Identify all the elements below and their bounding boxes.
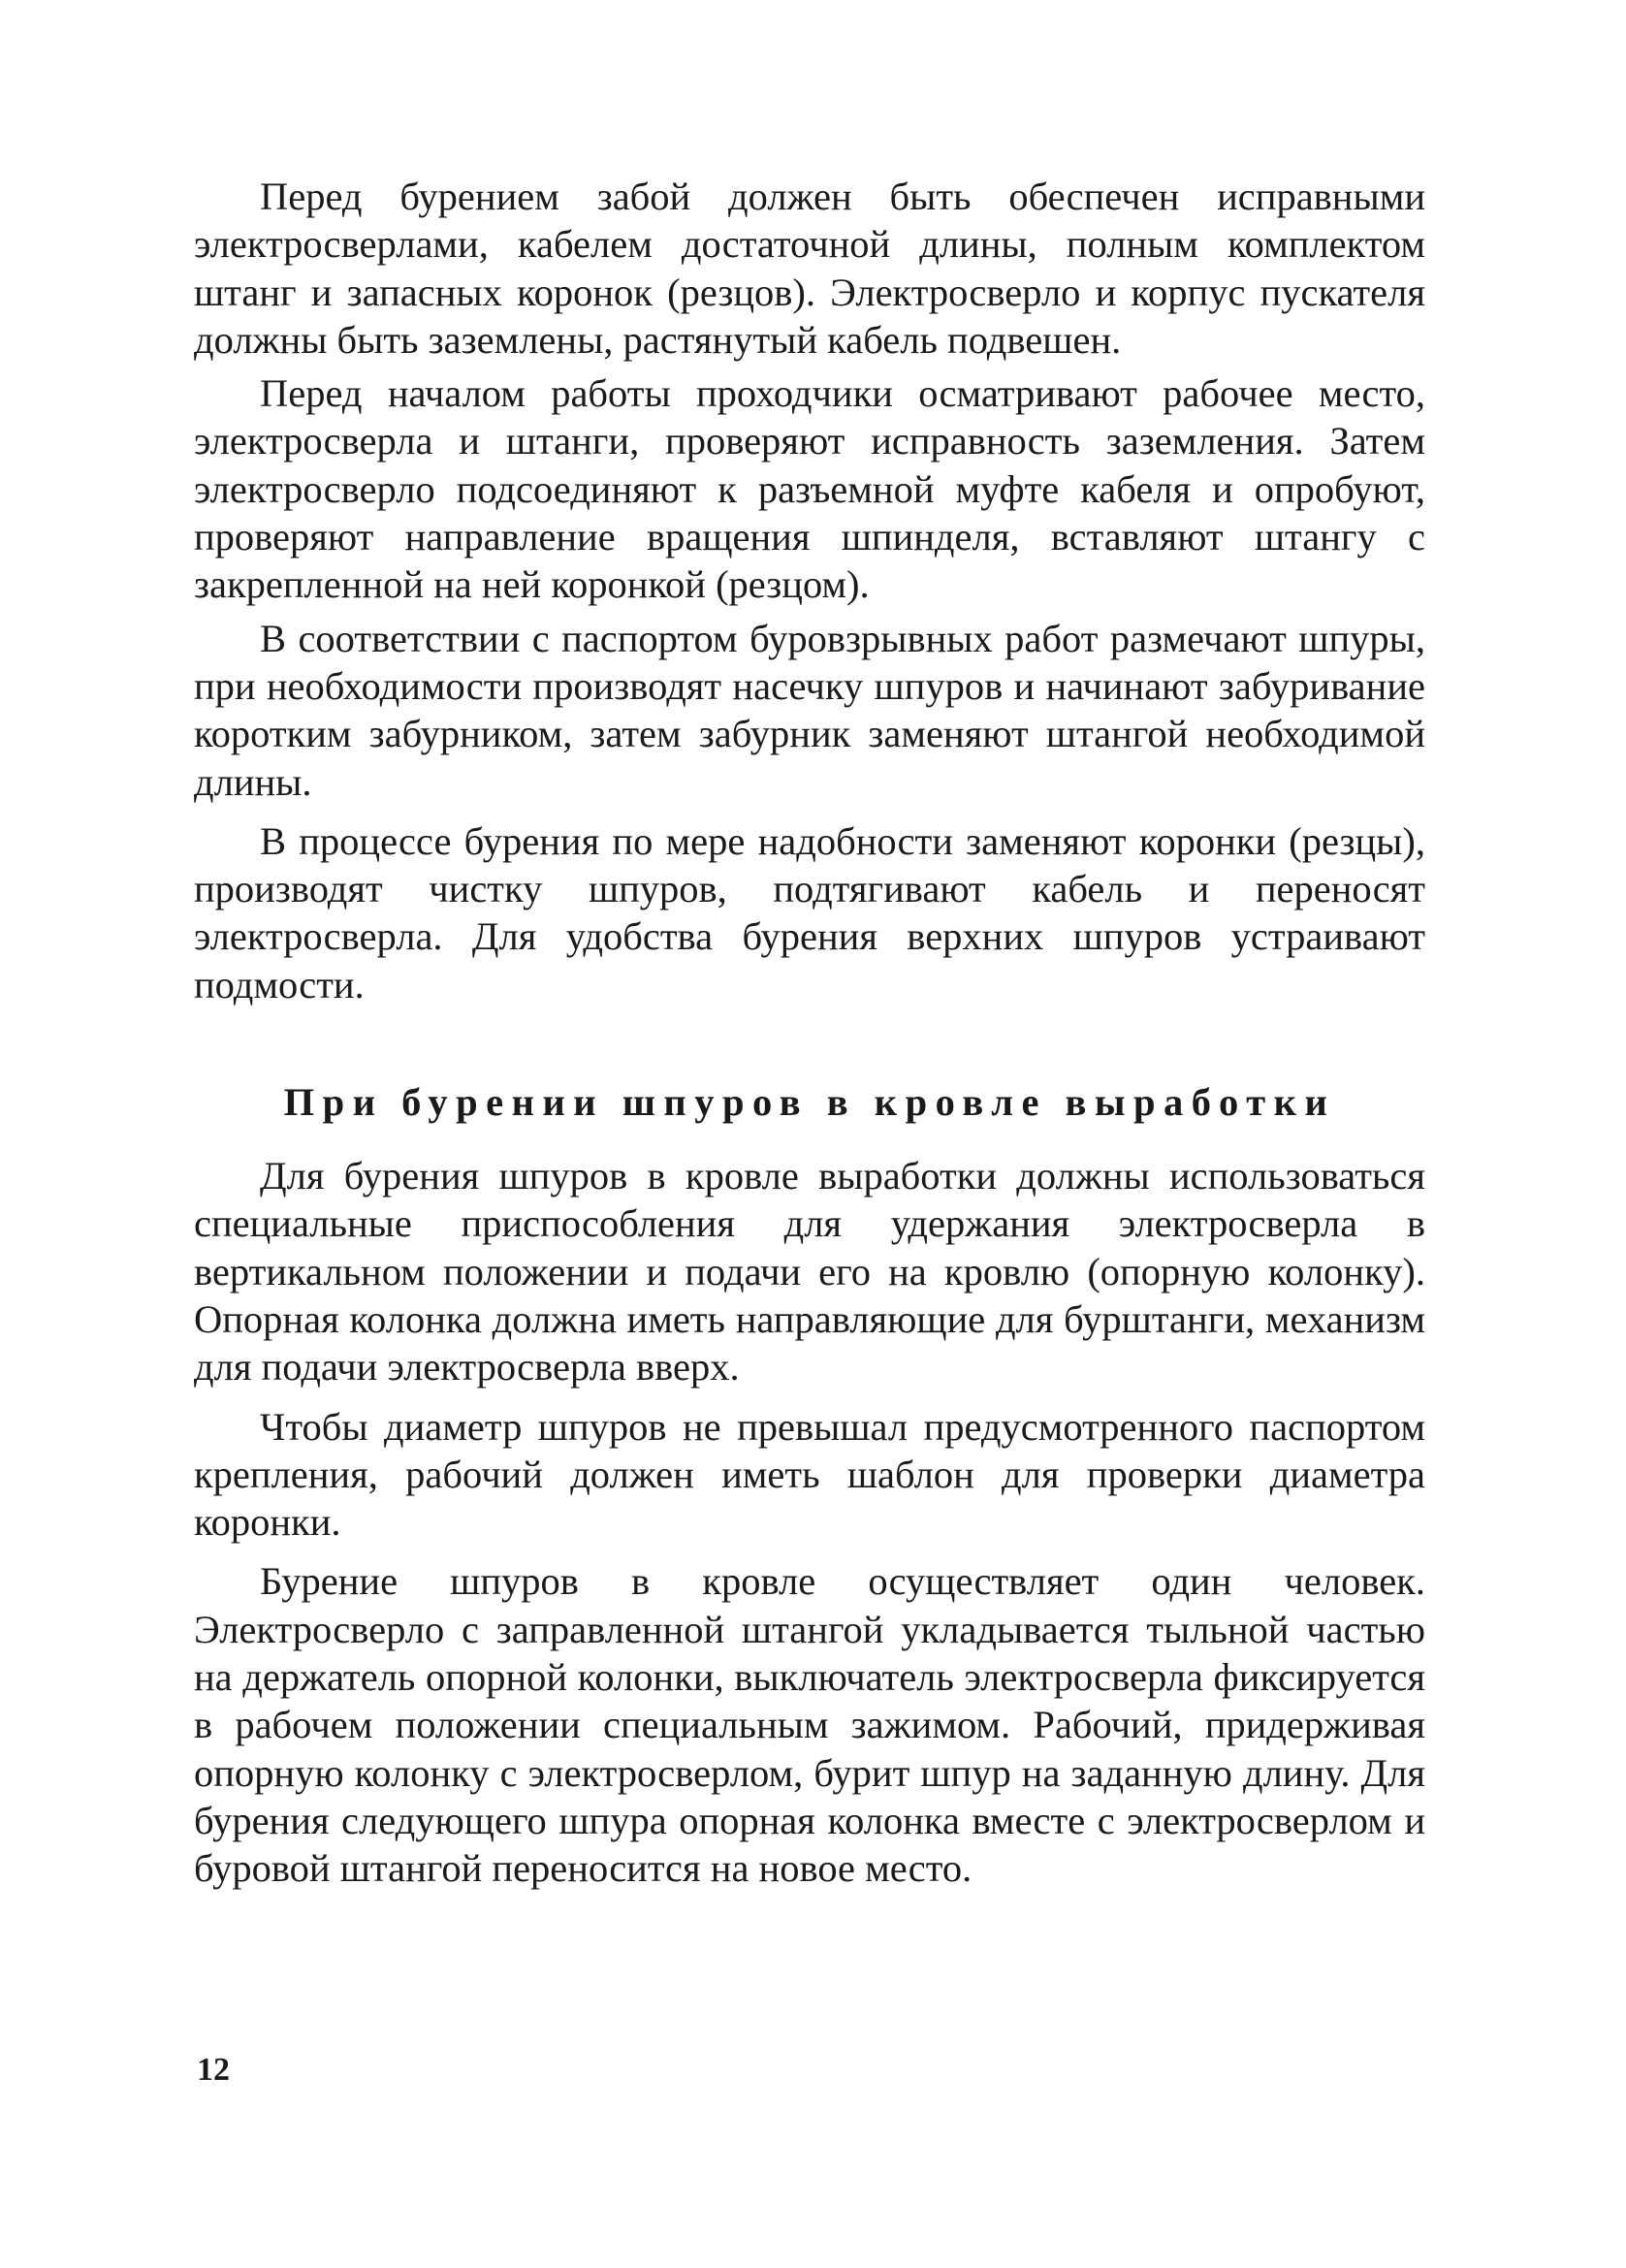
paragraph-pre-work-inspection: Перед началом работы проходчики осматривают рабочее место, электросверла и штанги, проверяют исправность заземления. Затем электросверло подсоединяют к разъемной муфте кабеля и опробуют, проверяют направление вращения шпинделя, вставляют штангу с закрепленной на ней коронкой (резцом). bbox=[194, 371, 1425, 607]
page-body bbox=[194, 173, 1425, 1904]
section-heading: При бурении шпуров в кровле выработки bbox=[283, 1080, 1336, 1125]
paragraph-roof-drilling-equipment: Для бурения шпуров в кровле выработки должны использоваться специальные приспособления для удержания электросверла в вертикальном положении и подачи его на кровлю (опорную колонку). Опорная колонка должна иметь направляющие для бурштанги, механизм для подачи электросверла вверх. bbox=[194, 1154, 1425, 1390]
paragraph-hole-marking: В соответствии с паспортом буровзрывных работ размечают шпуры, при необходимости производят насечку шпуров и начинают забуривание коротким забурником, затем забурник заменяют штангой необходимой длины. bbox=[194, 616, 1425, 804]
paragraph-drilling-preparation: Перед бурением забой должен быть обеспечен исправными электросверлами, кабелем достаточной длины, полным комплектом штанг и запасных коронок (резцов). Электросверло и корпус пускателя должны быть заземлены, растянутый кабель подвешен. bbox=[194, 175, 1425, 362]
paragraph-roof-drilling-procedure: Бурение шпуров в кровле осуществляет один человек. Электросверло с заправленной штангой укладывается тыльной частью на держатель опорной колонки, выключатель электросверла фиксируется в рабочем положении специальным зажимом. Рабочий, придерживая опорную колонку с электросверлом, бурит шпур на заданную длину. Для бурения следующего шпура опорная колонка вместе с электросверлом и буровой штангой переносится на новое место. bbox=[194, 1559, 1425, 1891]
paragraph-diameter-template: Чтобы диаметр шпуров не превышал предусмотренного паспортом крепления, рабочий должен иметь шаблон для проверки диаметра коронки. bbox=[194, 1404, 1425, 1545]
page-number: 12 bbox=[197, 2052, 230, 2088]
paragraph-drilling-process: В процессе бурения по мере надобности заменяют коронки (резцы), производят чистку шпуров, подтягивают кабель и переносят электросверла. Для удобства бурения верхних шпуров устраивают подмости. bbox=[194, 818, 1425, 1006]
